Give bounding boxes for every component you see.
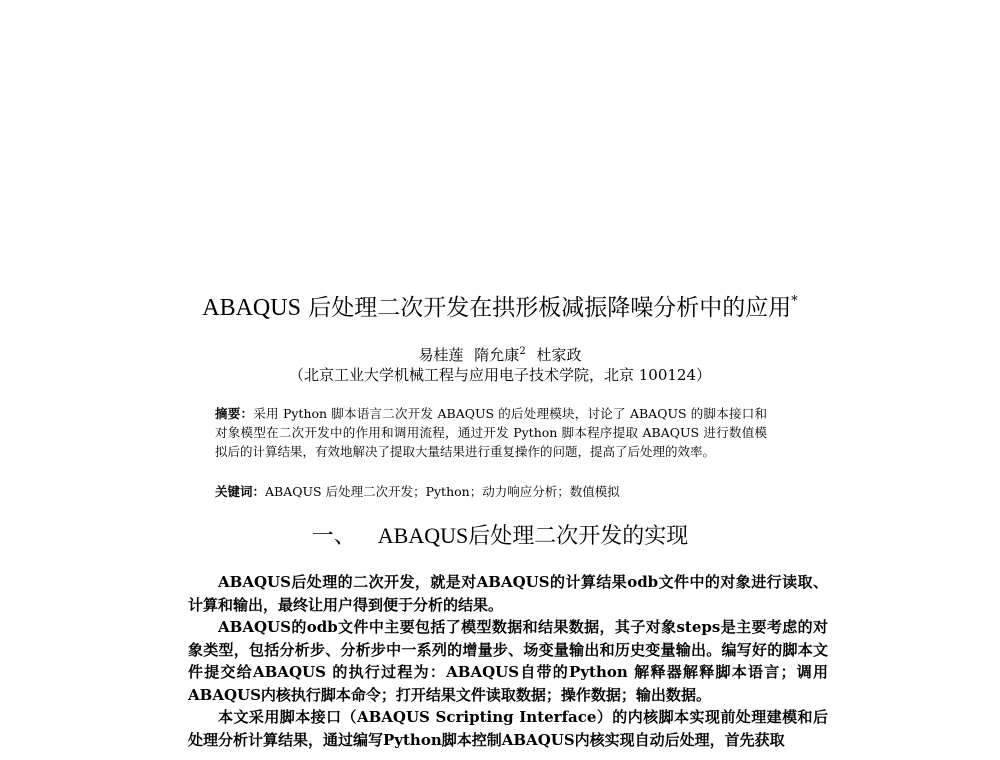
section-number: 一、 [311, 523, 356, 548]
paragraph: ABAQUS的odb文件中主要包括了模型数据和结果数据，其子对象steps是主要考虑的对象类型，包括分析步、分析步中一系列的增量步、场变量输出和历史变量输出。编写好的脚本文件提交给ABAQUS 的执行过程为：ABAQUS自带的Python 解释器解释脚本语言；调用ABAQUS内核执行脚本命令；打开结果文件读取数据；操作数据；输出数据。 [188, 618, 828, 704]
author-2-affiliation-mark: 2 [519, 346, 526, 357]
abstract [215, 404, 767, 461]
author-list [0, 342, 1000, 365]
paper-title-zh: 后处理二次开发在拱形板减振降噪分析中的应用 [300, 295, 792, 321]
keywords-text: ABAQUS 后处理二次开发；Python；动力响应分析；数值模拟 [265, 484, 620, 499]
paragraph: 本文采用脚本接口（ABAQUS Scripting Interface）的内核脚本实现前处理建模和后处理分析计算结果，通过编写Python脚本控制ABAQUS内核实现自动后处理，首先获取 [188, 708, 828, 749]
keywords [215, 482, 775, 501]
paragraph: ABAQUS后处理的二次开发，就是对ABAQUS的计算结果odb文件中的对象进行读取、计算和输出，最终让用户得到便于分析的结果。 [188, 573, 828, 614]
affiliation: （北京工业大学机械工程与应用电子技术学院，北京 100124） [288, 366, 712, 384]
body-text [188, 571, 828, 751]
paper-title [0, 287, 1000, 323]
abstract-label: 摘要： [215, 406, 254, 421]
title-footnote-mark: * [791, 294, 798, 309]
section-heading [0, 521, 1000, 551]
abstract-text: 采用 Python 脚本语言二次开发 ABAQUS 的后处理模块，讨论了 ABAQUS 的脚本接口和对象模型在二次开发中的作用和调用流程，通过开发 Python 脚本程序提取 ABAQUS 进行数值模拟后的计算结果，有效地解决了提取大量结果进行重复操作的问题，提高了后处理的效率。 [215, 406, 767, 459]
paper-title-en: ABAQUS [202, 295, 301, 321]
author-2-name: 隋允康 [474, 346, 520, 364]
keywords-label: 关键词： [215, 484, 266, 499]
author-1: 易桂莲 [418, 346, 464, 364]
section-title: ABAQUS后处理二次开发的实现 [377, 523, 689, 548]
author-2 [474, 346, 525, 364]
author-3: 杜家政 [536, 346, 582, 364]
